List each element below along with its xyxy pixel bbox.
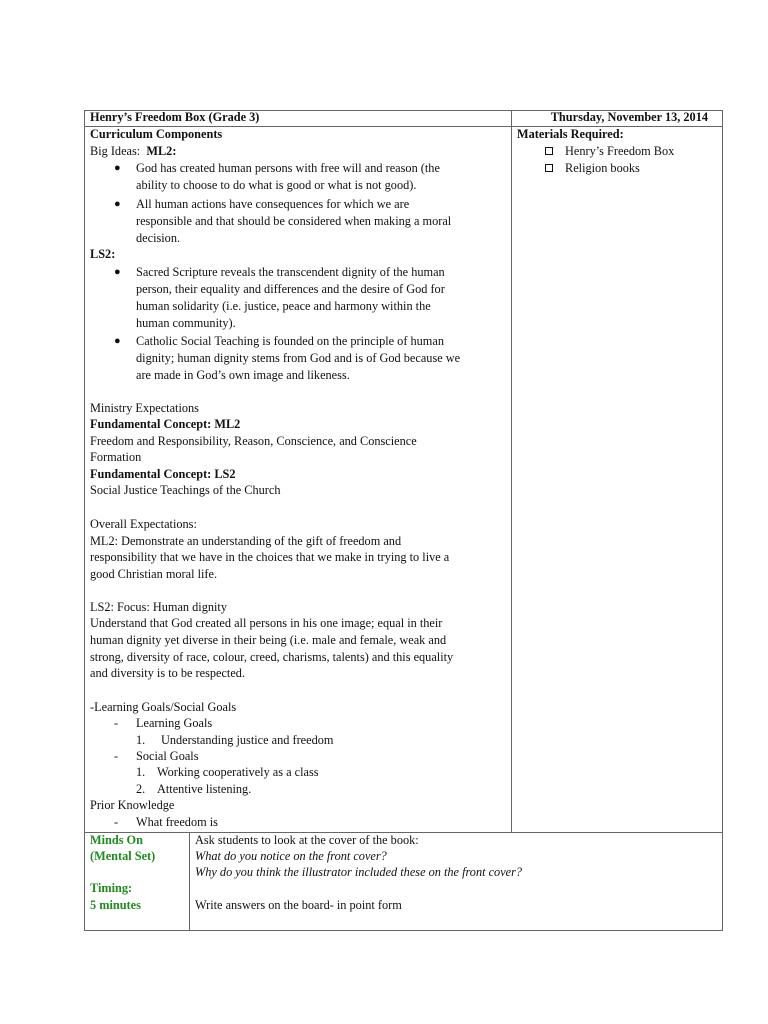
table-border-bottom [84,930,723,931]
ls2-focus-line-4: and diversity is to be respected. [90,666,246,680]
ls2-bullet-1-line-3: human solidarity (i.e. justice, peace and harmony within the [136,299,431,313]
ls2-focus-line-2: human dignity yet diverse in their being (i.e. male and female, weak and [90,633,447,647]
fc-ls2-text: Social Justice Teachings of the Church [90,483,281,497]
lesson-title: Henry’s Freedom Box (Grade 3) [90,110,260,124]
overall-ml2-line-3: good Christian moral life. [90,567,218,581]
prior-knowledge-label: Prior Knowledge [90,798,175,812]
column-divider [511,110,512,832]
mental-set-label: (Mental Set) [90,849,156,863]
social-goal-1: Working cooperatively as a class [157,765,319,779]
checkbox-icon [545,164,553,172]
goals-heading: -Learning Goals/Social Goals [90,700,237,714]
checkbox-icon [545,147,553,155]
ml2-bullet-2-line-1: All human actions have consequences for which we are [136,197,410,211]
overall-expectations-label: Overall Expectations: [90,517,197,531]
ls2-bullet-1-line-1: Sacred Scripture reveals the transcendent dignity of the human [136,265,445,279]
material-item-1: Henry’s Freedom Box [565,144,675,158]
learning-goals-label: Learning Goals [136,716,213,730]
bullet-icon: ● [114,198,121,210]
prior-knowledge-item-1: What freedom is [136,815,218,829]
big-ideas-line [90,143,176,160]
fc-ml2-text-line-2: Formation [90,450,142,464]
materials-heading: Materials Required: [517,127,624,141]
ls2-focus-line-3: strong, diversity of race, colour, creed, charisms, talents) and this equality [90,650,454,664]
question-1: What do you notice on the front cover? [195,849,387,863]
lesson-date: Thursday, November 13, 2014 [550,110,708,124]
ls2-bullet-2-line-3: are made in God’s own image and likeness. [136,368,350,382]
ml2-label: ML2: [146,144,177,158]
fc-ml2-text-line-1: Freedom and Responsibility, Reason, Conscience, and Conscience [90,434,417,448]
curriculum-heading: Curriculum Components [90,127,223,141]
question-2: Why do you think the illustrator included these on the front cover? [195,865,523,879]
dash-marker: - [114,716,119,730]
social-goals-label: Social Goals [136,749,199,763]
ls2-focus-label: LS2: Focus: Human dignity [90,600,227,614]
big-ideas-label: Big Ideas: [90,144,141,158]
ls2-bullet-1-line-4: human community). [136,316,236,330]
list-number: 2. [136,782,146,796]
list-number: 1. [136,733,146,747]
minds-on-label: Minds On [90,833,143,847]
minds-on-prompt: Ask students to look at the cover of the book: [195,833,419,847]
fundamental-concept-ls2: Fundamental Concept: LS2 [90,467,236,481]
fundamental-concept-ml2: Fundamental Concept: ML2 [90,417,241,431]
overall-ml2-line-2: responsibility that we have in the choices that we make in trying to live a [90,550,450,564]
dash-marker: - [114,749,119,763]
ls2-focus-line-1: Understand that God created all persons in his one image; equal in their [90,616,443,630]
minds-on-instruction: Write answers on the board- in point form [195,898,402,912]
material-item-2: Religion books [565,161,640,175]
bullet-icon: ● [114,335,121,347]
timing-label: Timing: [90,881,133,895]
minds-on-divider [189,832,190,930]
ml2-bullet-1-line-1: God has created human persons with free will and reason (the [136,161,440,175]
social-goal-2: Attentive listening. [157,782,252,796]
overall-ml2-line-1: ML2: Demonstrate an understanding of the gift of freedom and [90,534,402,548]
table-border-left [84,110,85,931]
bullet-icon: ● [114,266,121,278]
dash-marker: - [114,815,119,829]
ml2-bullet-1-line-2: ability to choose to do what is good or what is not good). [136,178,417,192]
table-border-right [722,110,723,931]
ml2-bullet-2-line-2: responsible and that should be considered when making a moral [136,214,452,228]
ls2-label: LS2: [90,247,116,261]
bullet-icon: ● [114,162,121,174]
learning-goal-1: Understanding justice and freedom [161,733,334,747]
ls2-bullet-1-line-2: person, their equality and differences and the desire of God for [136,282,445,296]
ls2-bullet-2-line-1: Catholic Social Teaching is founded on the principle of human [136,334,444,348]
ministry-expectations: Ministry Expectations [90,401,199,415]
list-number: 1. [136,765,146,779]
ls2-bullet-2-line-2: dignity; human dignity stems from God and is of God because we [136,351,461,365]
timing-value: 5 minutes [90,898,141,912]
ml2-bullet-2-line-3: decision. [136,231,181,245]
